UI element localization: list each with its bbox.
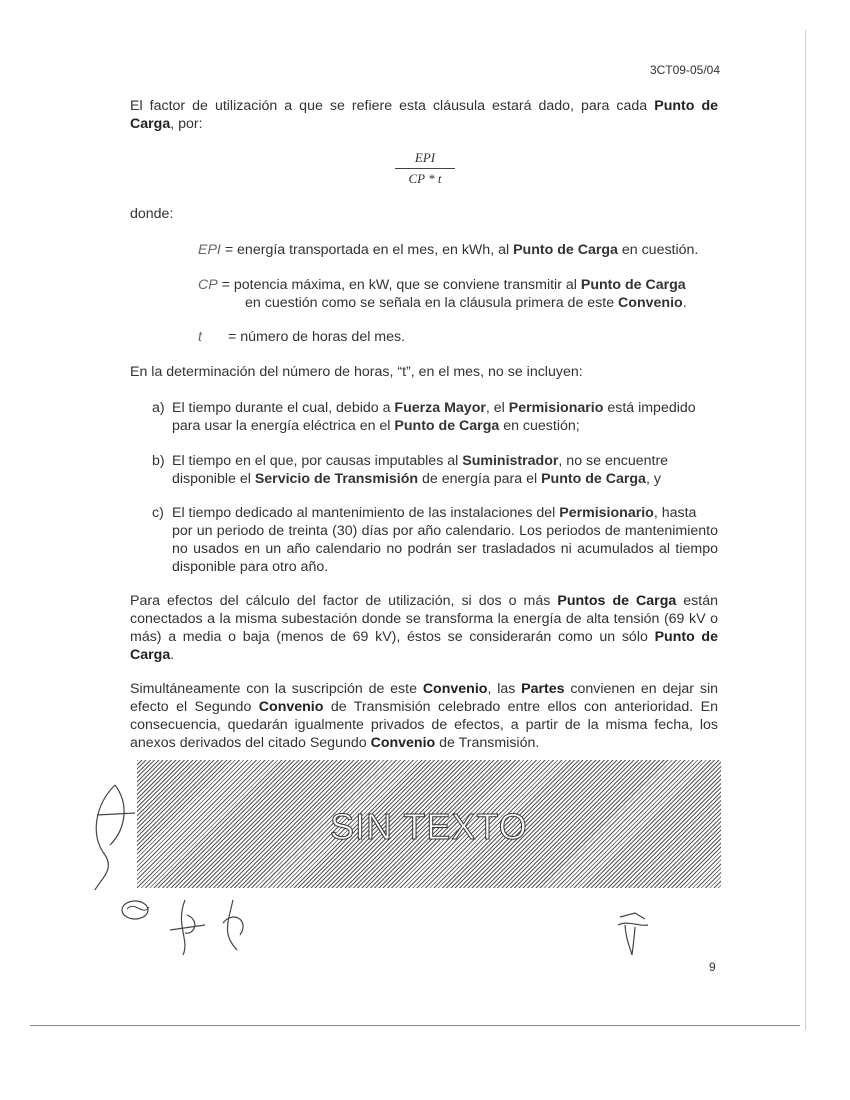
list-text: en cuestión; [499,418,580,434]
page-number: 9 [709,960,716,974]
intro-text-end: , por: [170,116,203,132]
list-text: disponible el [172,471,255,487]
list-text: , y [645,471,661,487]
paragraph-text: de Transmisión celebrado entre ellos con anterioridad. En consecuencia, quedarán igualmente privados de efectos, a partir de la misma fecha, los anexos derivados del citado Segundo [130,699,718,751]
list-text: para usar la energía eléctrica en el [172,418,395,434]
list-text: El tiempo en el que, por causas imputables al [172,453,463,469]
list-text: El tiempo dedicado al mantenimiento de las instalaciones del [172,505,560,521]
formula-denominator: CP * t [408,171,442,186]
list-text: , hasta [653,505,697,521]
symbol-t: t [198,329,202,345]
list-text: , el [485,400,509,416]
definition-bold: Punto de Carga [580,277,686,293]
list-item-c [152,504,718,576]
list-bold: Permisionario [508,400,604,416]
list-text: está impedido [603,400,696,416]
list-continuation [152,417,718,435]
list-bold: Fuerza Mayor [394,400,486,416]
list-bold: Punto de Carga [541,471,646,487]
symbol-epi: EPI [198,242,221,258]
definition-text: en cuestión como se señala en la cláusula primera de este [245,295,619,311]
intro-bold: Punto de Carga [130,98,719,132]
paragraph-bold: Punto de Carga [130,629,718,663]
list-marker: a) [152,400,165,416]
definition-bold: Convenio [618,295,683,311]
paragraph-text: , las [487,681,522,697]
list-item-b [152,452,718,488]
list-continuation [152,470,718,488]
paragraph-text: Simultáneamente con la suscripción de este [130,681,423,697]
definition-t [198,328,405,346]
paragraph-text: Para efectos del cálculo del factor de utilización, si dos o más [130,593,558,609]
page-edge-line [805,30,806,1030]
list-bold: Punto de Carga [394,418,500,434]
definition-cp [198,276,686,294]
list-bold: Suministrador [462,453,559,469]
definition-text: = potencia máxima, en kW, que se conviene transmitir al [217,277,581,293]
paragraph-bold: Partes [521,681,565,697]
intro-paragraph [130,97,718,133]
hours-intro: En la determinación del número de horas, “t”, en el mes, no se incluyen: [130,364,583,380]
list-item-a [152,399,718,435]
formula-numerator: EPI [395,150,455,169]
definition-cp-continued [245,294,687,312]
list-text: El tiempo durante el cual, debido a [172,400,395,416]
definition-text: = número de horas del mes. [228,329,406,345]
paragraph-text: . [170,647,175,663]
definition-bold: Punto de Carga [513,242,618,258]
donde-label: donde: [130,206,174,222]
signature-bottom-left [115,895,255,960]
definition-text: = energía transportada en el mes, en kWh, al [220,242,514,258]
calculation-paragraph [130,592,718,664]
paragraph-bold: Puntos de Carga [557,593,677,609]
list-continuation: por un periodo de treinta (30) días por año calendario. Los periodos de mantenimiento no usados en un año calendario no podrán ser trasladados ni acumulados al tiempo disponible para otro año. [172,523,718,575]
bottom-rule [30,1025,800,1026]
symbol-cp: CP [198,277,218,293]
signature-bottom-right [610,905,655,960]
list-bold: Servicio de Transmisión [254,471,419,487]
paragraph-bold: Convenio [422,681,488,697]
list-marker: b) [152,453,165,469]
simultaneous-paragraph [130,680,718,752]
utilization-formula [395,150,455,187]
list-bold: Permisionario [559,505,654,521]
list-marker: c) [152,505,164,521]
paragraph-text: de Transmisión. [435,735,540,751]
list-text: de energía para el [418,471,542,487]
document-code: 3CT09-05/04 [649,63,720,77]
paragraph-text: están conectados a la misma subestación donde se transforma la energía de alta tensión (69 kV o más) a media o baja (menos de 69 kV), éstos se considerarán como un sólo [130,593,718,645]
definition-text: . [682,295,687,311]
paragraph-bold: Convenio [258,699,324,715]
sin-texto-stamp: SIN TEXTO [330,806,528,847]
paragraph-text: convienen en dejar sin efecto el Segundo [130,681,718,715]
paragraph-bold: Convenio [370,735,436,751]
intro-text: El factor de utilización a que se refiere esta cláusula estará dado, para cada [130,98,655,114]
definition-text: en cuestión. [617,242,699,258]
list-text: , no se encuentre [558,453,669,469]
signature-left-margin [85,775,145,895]
definition-epi [198,241,698,259]
